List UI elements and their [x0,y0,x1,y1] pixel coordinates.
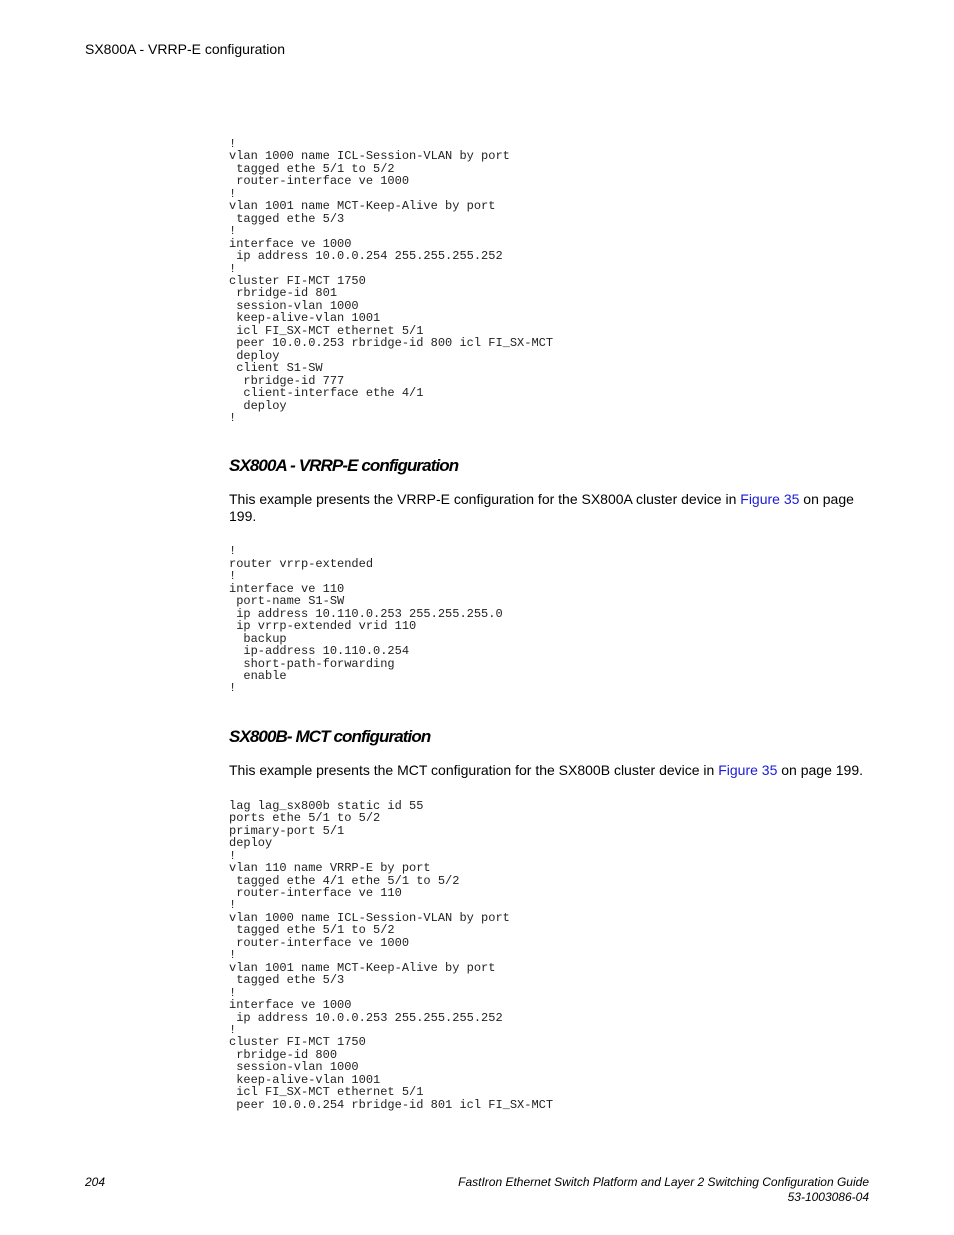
figure-35-link[interactable]: Figure 35 [718,761,778,778]
paragraph-text: on page 199. [229,491,854,525]
page-number: 204 [85,1175,106,1189]
paragraph-text: This example presents the VRRP-E configuration for the SX800A cluster device in [229,491,741,508]
document-number: 53-1003086-04 [787,1190,869,1204]
running-header: SX800A - VRRP-E configuration [85,41,285,57]
section-heading-sx800b-mct: SX800B- MCT configuration [229,726,431,746]
section-intro-paragraph [229,762,879,779]
paragraph-text: This example presents the MCT configuration for the SX800B cluster device in [229,761,719,778]
figure-35-link[interactable]: Figure 35 [740,491,800,508]
guide-title: FastIron Ethernet Switch Platform and Layer 2 Switching Configuration Guide [458,1175,869,1189]
page-content [229,138,879,1111]
paragraph-text: on page 199. [777,761,864,778]
code-block-mct-config: lag lag_sx800b static id 55 ports ethe 5/1 to 5/2 primary-port 5/1 deploy ! vlan 110 name VRRP-E by port tagged ethe 4/1 ethe 5/1 to 5/2 router-interface ve 110 ! vlan 1000 name ICL-Session-VLAN by port tagged ethe 5/1 to 5/2 router-interface ve 1000 ! vlan 1001 name MCT-Keep-Alive by port tagged ethe 5/3 ! interface ve 1000 ip address 10.0.0.253 255.255.255.252 ! cluster FI-MCT 1750 rbridge-id 800 session-vlan 1000 keep-alive-vlan 1001 icl FI_SX-MCT ethernet 5/1 peer 10.0.0.254 rbridge-id 801 icl FI_SX-MCT [229,798,554,1112]
section-heading-sx800a-vrrpe: SX800A - VRRP-E configuration [229,456,459,476]
section-intro-paragraph [229,491,879,525]
code-block-vrrpe-config: ! router vrrp-extended ! interface ve 110 port-name S1-SW ip address 10.110.0.253 255.255.255.0 ip vrrp-extended vrid 110 backup ip-address 10.110.0.254 short-path-forwarding enable ! [229,544,503,696]
code-block-cluster-config: ! vlan 1000 name ICL-Session-VLAN by port tagged ethe 5/1 to 5/2 router-interface ve 1000 ! vlan 1001 name MCT-Keep-Alive by port tagged ethe 5/3 ! interface ve 1000 ip address 10.0.0.254 255.255.255.252 ! cluster FI-MCT 1750 rbridge-id 801 session-vlan 1000 keep-alive-vlan 1001 icl FI_SX-MCT ethernet 5/1 peer 10.0.0.253 rbridge-id 800 icl FI_SX-MCT deploy client S1-SW rbridge-id 777 client-interface ethe 4/1 deploy ! [229,137,554,425]
footer-guide-info [458,1175,869,1205]
